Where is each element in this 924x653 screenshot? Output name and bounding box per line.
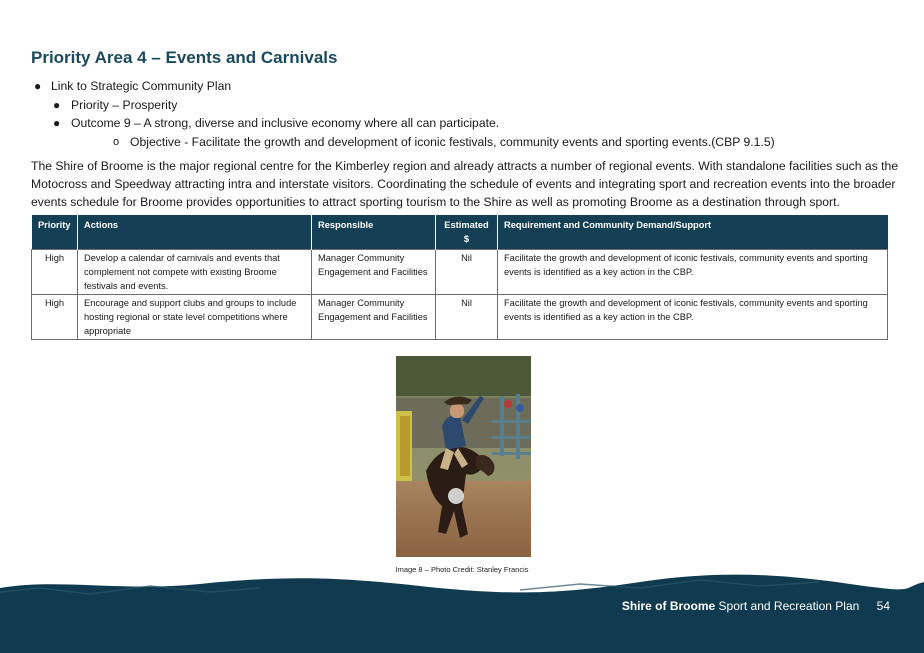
cell-estimated: Nil <box>436 295 498 340</box>
cell-action: Develop a calendar of carnivals and events that complement not compete with existing Broome festivals and events. <box>78 250 312 295</box>
intro-paragraph: The Shire of Broome is the major regional centre for the Kimberley region and already attracts a number of regional events. With standalone facilities such as the Motocross and Speedway attracting intra and interstate visitors. Coordinating the schedule of events and integrating sport and recreation events into the broader events schedule for Broome provides opportunities to attract sporting tourism to the Shire as well as promoting Broome as a destination through sport. <box>31 159 899 209</box>
page-heading: Priority Area 4 – Events and Carnivals <box>31 48 338 67</box>
footer-plan: Sport and Recreation Plan <box>718 599 860 613</box>
cell-responsible: Manager Community Engagement and Facilities <box>312 295 436 340</box>
col-header-actions: Actions <box>78 215 312 250</box>
bullet-item: ● Priority – Prosperity <box>31 96 911 115</box>
bullet-circle-icon: o <box>113 135 120 148</box>
table-row <box>32 250 888 295</box>
footer-org: Shire of Broome <box>621 599 716 613</box>
footer-title <box>622 599 890 613</box>
bullet-item: ● Link to Strategic Community Plan <box>31 77 911 96</box>
cell-priority: High <box>32 250 78 295</box>
page-number: 54 <box>876 599 890 613</box>
col-header-estimated: Estimated $ <box>436 215 498 250</box>
cell-estimated: Nil <box>436 250 498 295</box>
col-header-responsible: Responsible <box>312 215 436 250</box>
cell-requirement: Facilitate the growth and development of iconic festivals, community events and sporting events is identified as a key action in the CBP. <box>498 295 888 340</box>
cell-action: Encourage and support clubs and groups to include hosting regional or state level competitions where appropriate <box>78 295 312 340</box>
actions-table <box>31 215 888 340</box>
col-header-priority: Priority <box>32 215 78 250</box>
strategic-links-list <box>31 77 911 151</box>
rodeo-photo <box>396 356 531 557</box>
bullet-dot-icon: ● <box>53 116 61 130</box>
bullet-item: ● Outcome 9 – A strong, diverse and inclusive economy where all can participate. <box>31 114 911 133</box>
table-header-row <box>32 215 888 250</box>
bullet-dot-icon: ● <box>53 97 61 112</box>
col-header-requirement: Requirement and Community Demand/Support <box>498 215 888 250</box>
image-caption: Image 8 – Photo Credit: Stanley Francis <box>395 565 529 574</box>
bullet-dot-icon: ● <box>34 79 42 93</box>
cell-requirement: Facilitate the growth and development of iconic festivals, community events and sporting events is identified as a key action in the CBP. <box>498 250 888 295</box>
cell-responsible: Manager Community Engagement and Facilities <box>312 250 436 295</box>
cell-priority: High <box>32 295 78 340</box>
bullet-item: o Objective - Facilitate the growth and development of iconic festivals, community events and sporting events.(CBP 9.1.5) <box>31 133 911 152</box>
table-row <box>32 295 888 340</box>
